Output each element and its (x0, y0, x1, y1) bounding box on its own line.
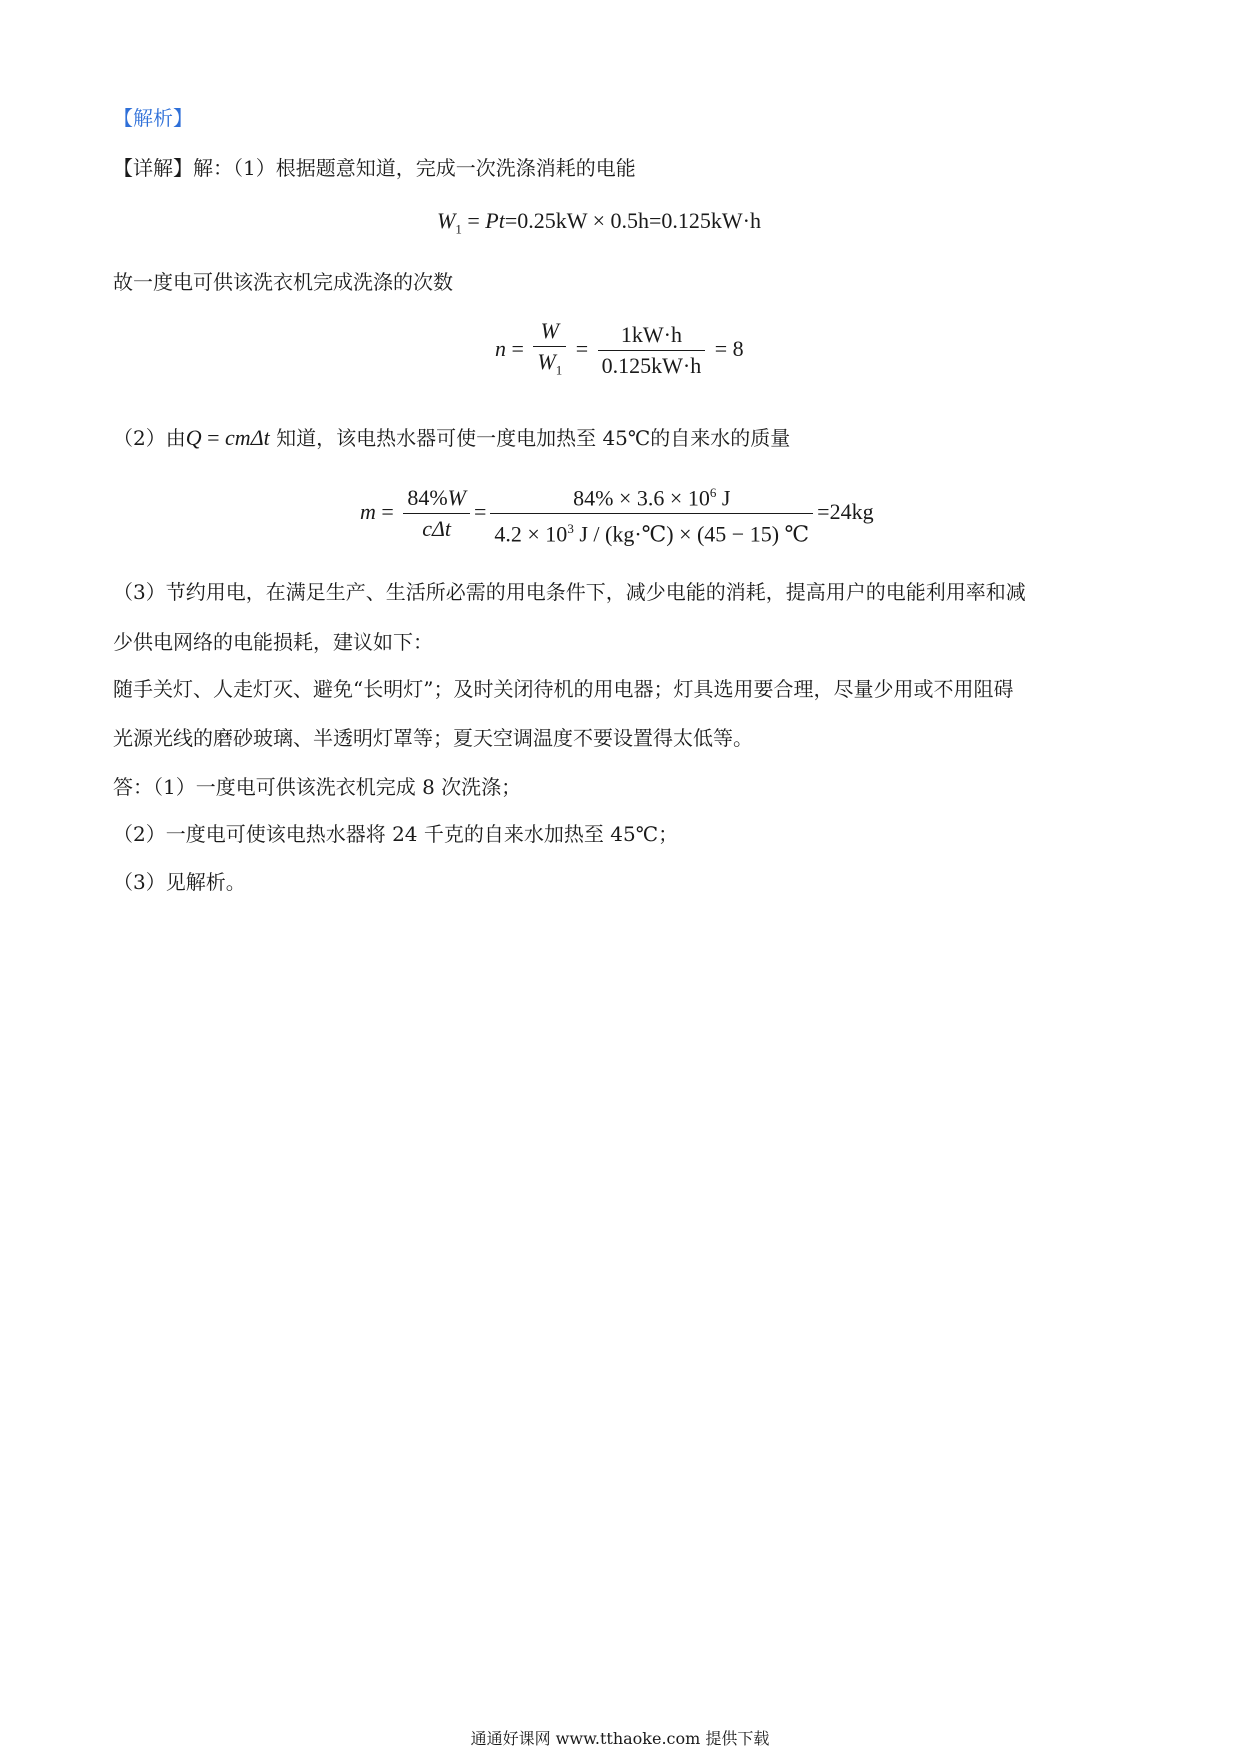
eq3-frac2-num-base: 84% × 3.6 × 10 (573, 485, 710, 511)
eq3-frac2-num-unit: J (721, 485, 731, 511)
part2-prefix: （2）由 (113, 426, 186, 450)
answer-line-1: 答：（1）一度电可供该洗衣机完成 8 次洗涤； (113, 775, 522, 799)
equation-wash-count (495, 318, 744, 383)
part3-line-2: 少供电网络的电能损耗，建议如下： (113, 630, 433, 654)
eq3-frac1-den: cΔt (422, 516, 452, 542)
eq3-frac1-num-pct: 84% (407, 485, 448, 511)
eq2-n: n (495, 335, 506, 361)
eq1-t: t (498, 208, 505, 233)
part2-line (113, 424, 790, 452)
eq3-frac2-num-exp: 6 (709, 485, 717, 500)
detail-heading: 【详解】解：（1）根据题意知道，完成一次洗涤消耗的电能 (113, 156, 636, 180)
eq3-frac1-num-w: W (447, 485, 466, 511)
eq2-frac1-den-sub: 1 (555, 362, 563, 378)
eq3-m: m (360, 498, 376, 524)
eq2-fraction-1 (533, 318, 566, 383)
eq1-p: P (485, 208, 499, 233)
equation-energy-per-wash (437, 208, 761, 237)
eq3-frac2-num (490, 480, 813, 514)
eq3-eq-sign-2: = (473, 498, 487, 524)
eq1-rhs: =0.25kW × 0.5h=0.125kW·h (504, 208, 762, 233)
section-label: 【解析】 (113, 106, 193, 130)
eq1-w-sub: 1 (455, 221, 462, 237)
eq3-frac2-den-exp: 3 (567, 521, 574, 537)
part2-suffix: 知道，该电热水器可使一度电加热至 45℃的自来水的质量 (269, 426, 791, 450)
part3-line-1: （3）节约用电，在满足生产、生活所必需的用电条件下，减少电能的消耗，提高用户的电能利用率和减 (113, 580, 1026, 604)
eq2-frac1-den-wrap (533, 347, 566, 383)
eq2-frac2-den: 0.125kW·h (601, 353, 702, 379)
eq3-fraction-2 (490, 480, 813, 548)
answer-line-3: （3）见解析。 (113, 870, 246, 894)
eq2-result: = 8 (714, 335, 744, 361)
eq3-fraction-1 (403, 485, 470, 542)
eq2-frac1-den: W (537, 349, 556, 374)
eq2-frac2-num: 1kW·h (598, 322, 706, 351)
answer-line-2: （2）一度电可使该电热水器将 24 千克的自来水加热至 45℃； (113, 822, 679, 846)
part3-line-3: 随手关灯、人走灯灭、避免“长明灯”；及时关闭待机的用电器；灯具选用要合理，尽量少用或不用阻碍 (113, 677, 1014, 701)
part2-eq: = (201, 425, 226, 450)
eq2-frac1-num: W (533, 318, 566, 347)
eq2-eq-sign: = (511, 335, 524, 361)
part2-dt: Δt (250, 425, 270, 450)
equation-water-mass (360, 480, 874, 548)
eq3-eq-sign: = (381, 498, 400, 524)
eq1-w: W (437, 208, 456, 233)
page-footer: 通通好课网 www.tthaoke.com 提供下载 (470, 1729, 770, 1748)
part2-cm: cm (225, 425, 251, 450)
eq3-frac2-den (490, 514, 813, 547)
part3-line-4: 光源光线的磨砂玻璃、半透明灯罩等；夏天空调温度不要设置得太低等。 (113, 726, 753, 750)
eq3-frac2-den-a: 4.2 × 10 (494, 521, 568, 547)
eq3-result: =24kg (817, 498, 874, 524)
eq3-frac1-num (403, 485, 470, 514)
eq3-frac2-den-b: J / (kg·℃) × (45 − 15) ℃ (579, 521, 810, 547)
wash-count-intro: 故一度电可供该洗衣机完成洗涤的次数 (113, 270, 453, 294)
eq1-eq-sign: = (467, 208, 480, 233)
eq2-fraction-2 (598, 322, 706, 379)
eq2-eq-sign-2: = (575, 335, 589, 361)
part2-q: Q (185, 425, 202, 450)
